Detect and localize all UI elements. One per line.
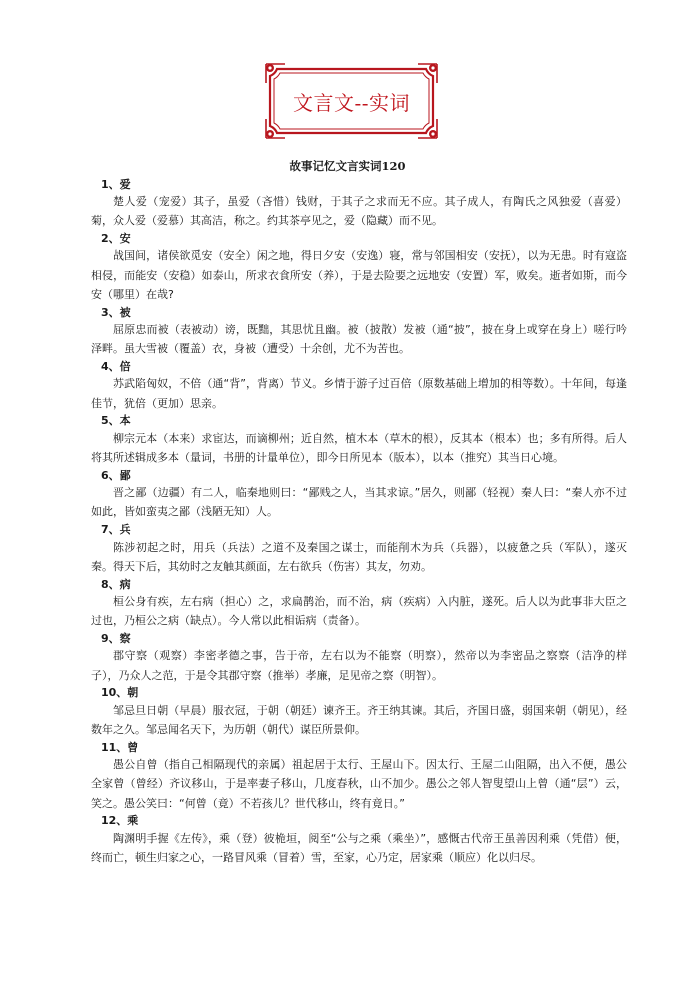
entry-text: 陶渊明手握《左传》，乘（登）彼桅垣，阅至“公与之乘（乘坐）”，感慨古代帝王虽善因利乘（凭借）便，终而亡，顿生归家之心，一路冒风乘（冒着）雪，至家，心乃定，居家乘（顺应）化以归尽。 [91,831,627,865]
entry-heading: 2、安 [101,231,131,245]
entry-heading: 11、曾 [101,740,139,754]
entry-heading: 6、鄙 [101,468,131,482]
entry-heading: 12、乘 [101,814,139,828]
entry-bing-illness [91,577,627,631]
entry-heading: 3、被 [101,305,131,319]
banner-title: 文言文--实词 [292,90,410,115]
entry-bing-soldier [91,522,627,576]
entry-heading: 1、爱 [101,177,131,191]
entry-bi [91,468,627,522]
entry-heading: 9、察 [101,631,131,645]
entry-text: 屈原忠而被（表被动）谤，既黜，其思忧且幽。被（披散）发被（通“披”，披在身上或穿在身上）嗟行吟泽畔。虽大雪被（覆盖）衣，身被（遭受）十余创，尤不为苦也。 [91,323,627,356]
entry-text: 邹忌旦日朝（早晨）服衣冠，于朝（朝廷）谏齐王。齐王纳其谏。其后，齐国日盛，弱国来朝（朝见），经数年之久。邹忌闻名天下，为历朝（朝代）谋臣所景仰。 [91,703,627,737]
entry-text: 苏武陷匈奴，不倍（通“背”，背离）节义。乡情于游子过百倍（原数基础上增加的相等数）。十年间，每逢佳节，犹倍（更加）思亲。 [91,377,627,410]
entry-chao [91,685,627,739]
entry-text: 晋之鄙（边疆）有二人，临秦地则曰：“鄙贱之人，当其求谅。”居久，则鄙（轻视）秦人曰：“秦人亦不过如此，皆如蛮夷之鄙（浅陋无知）人。 [91,486,627,519]
entry-bei-double [91,359,627,413]
entry-text: 战国间，诸侯欲觅安（安全）闲之地，得日夕安（安逸）寝，常与邻国相安（安抚），以为无患。时有寇盗相侵，而能安（安稳）如泰山，所求衣食所安（养），于是去险要之远地安（安置）军，败矣。逝者如斯，而今安（哪里）在哉? [91,249,627,301]
entry-heading: 5、本 [101,414,131,428]
entry-heading: 4、倍 [101,359,131,373]
entry-heading: 8、病 [101,577,131,591]
entry-text: 桓公身有疾，左右病（担心）之，求扁鹊治，而不治，病（疾病）入内脏，遂死。后人以为此事非大臣之过也，乃桓公之病（缺点）。今人常以此相诟病（责备）。 [91,595,627,628]
entry-cheng [91,813,627,867]
entry-heading: 10、朝 [101,686,139,700]
entry-ai [91,177,627,231]
entry-ben [91,413,627,467]
entry-text: 柳宗元本（本来）求宦达，而谪柳州；近自然，植木本（草木的根），反其本（根本）也；多有所得。后人将其所述辑成多本（量词，书册的计量单位），即今日所见本（版本），以本（推究）其当日心境。 [91,431,627,465]
entry-ceng [91,740,627,813]
entry-text: 郡守察（观察）李密孝德之事，告于帝，左右以为不能察（明察），然帝以为李密品之察察（洁净的样子），乃众人之范，于是令其郡守察（推举）孝廉，足见帝之察（明智）。 [91,649,627,682]
entry-heading: 7、兵 [101,523,131,537]
entry-text: 楚人爱（宠爱）其子，虽爱（吝惜）钱财，于其子之求而无不应。其子成人，有陶氏之风独爱（喜爱）菊，众人爱（爱慕）其高洁，称之。约其茶亭见之，爱（隐藏）而不见。 [91,195,627,228]
entry-cha [91,631,627,685]
entry-list [91,176,627,867]
entry-bei-passive [91,305,627,359]
document-title: 故事记忆文言实词120 [289,159,406,173]
entry-an [91,231,627,304]
entry-text: 愚公自曾（指自己相隔现代的亲属）祖起居于太行、王屋山下。因太行、王屋二山阻隔，出入不便，愚公全家曾（曾经）齐议移山，于是率妻子移山，几度春秋，山不加少。愚公之邻人智叟望山上曾（通“层”）云，笑之。愚公笑曰：“何曾（竟）不若孩儿？世代移山，终有竟日。” [91,758,627,810]
entry-text: 陈涉初起之时，用兵（兵法）之道不及秦国之谋士，而能削木为兵（兵器），以疲惫之兵（军队），遂灭秦。得天下后，其幼时之友触其颜面，左右欲兵（伤害）其友，勿劝。 [91,540,627,573]
